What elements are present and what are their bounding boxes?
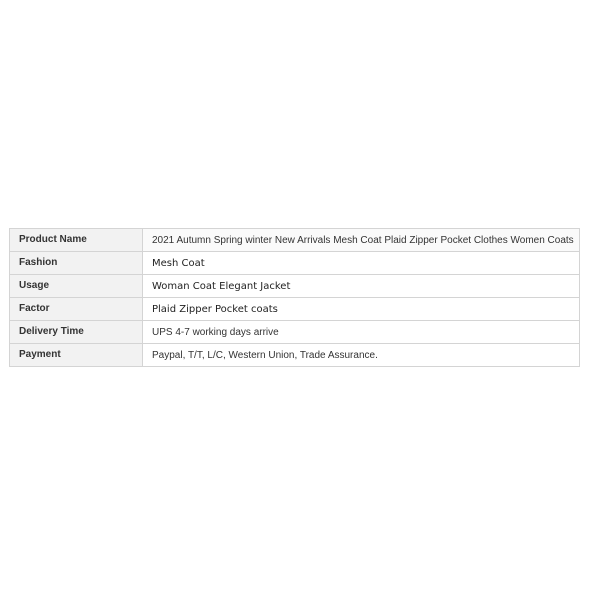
row-value: Paypal, T/T, L/C, Western Union, Trade Assurance.: [143, 344, 580, 367]
table-row-fashion: [10, 252, 580, 275]
row-value: Mesh Coat: [143, 252, 580, 275]
table-row-delivery-time: [10, 321, 580, 344]
row-label: Usage: [10, 275, 143, 298]
row-label: Fashion: [10, 252, 143, 275]
product-spec-table: [9, 228, 580, 367]
row-label: Product Name: [10, 229, 143, 252]
table-row-product-name: [10, 229, 580, 252]
row-value: 2021 Autumn Spring winter New Arrivals Mesh Coat Plaid Zipper Pocket Clothes Women Coats: [143, 229, 580, 252]
row-value: Woman Coat Elegant Jacket: [143, 275, 580, 298]
row-label: Factor: [10, 298, 143, 321]
row-label: Payment: [10, 344, 143, 367]
table-row-factor: [10, 298, 580, 321]
row-label: Delivery Time: [10, 321, 143, 344]
row-value: Plaid Zipper Pocket coats: [143, 298, 580, 321]
row-value: UPS 4-7 working days arrive: [143, 321, 580, 344]
table-row-usage: [10, 275, 580, 298]
table-row-payment: [10, 344, 580, 367]
